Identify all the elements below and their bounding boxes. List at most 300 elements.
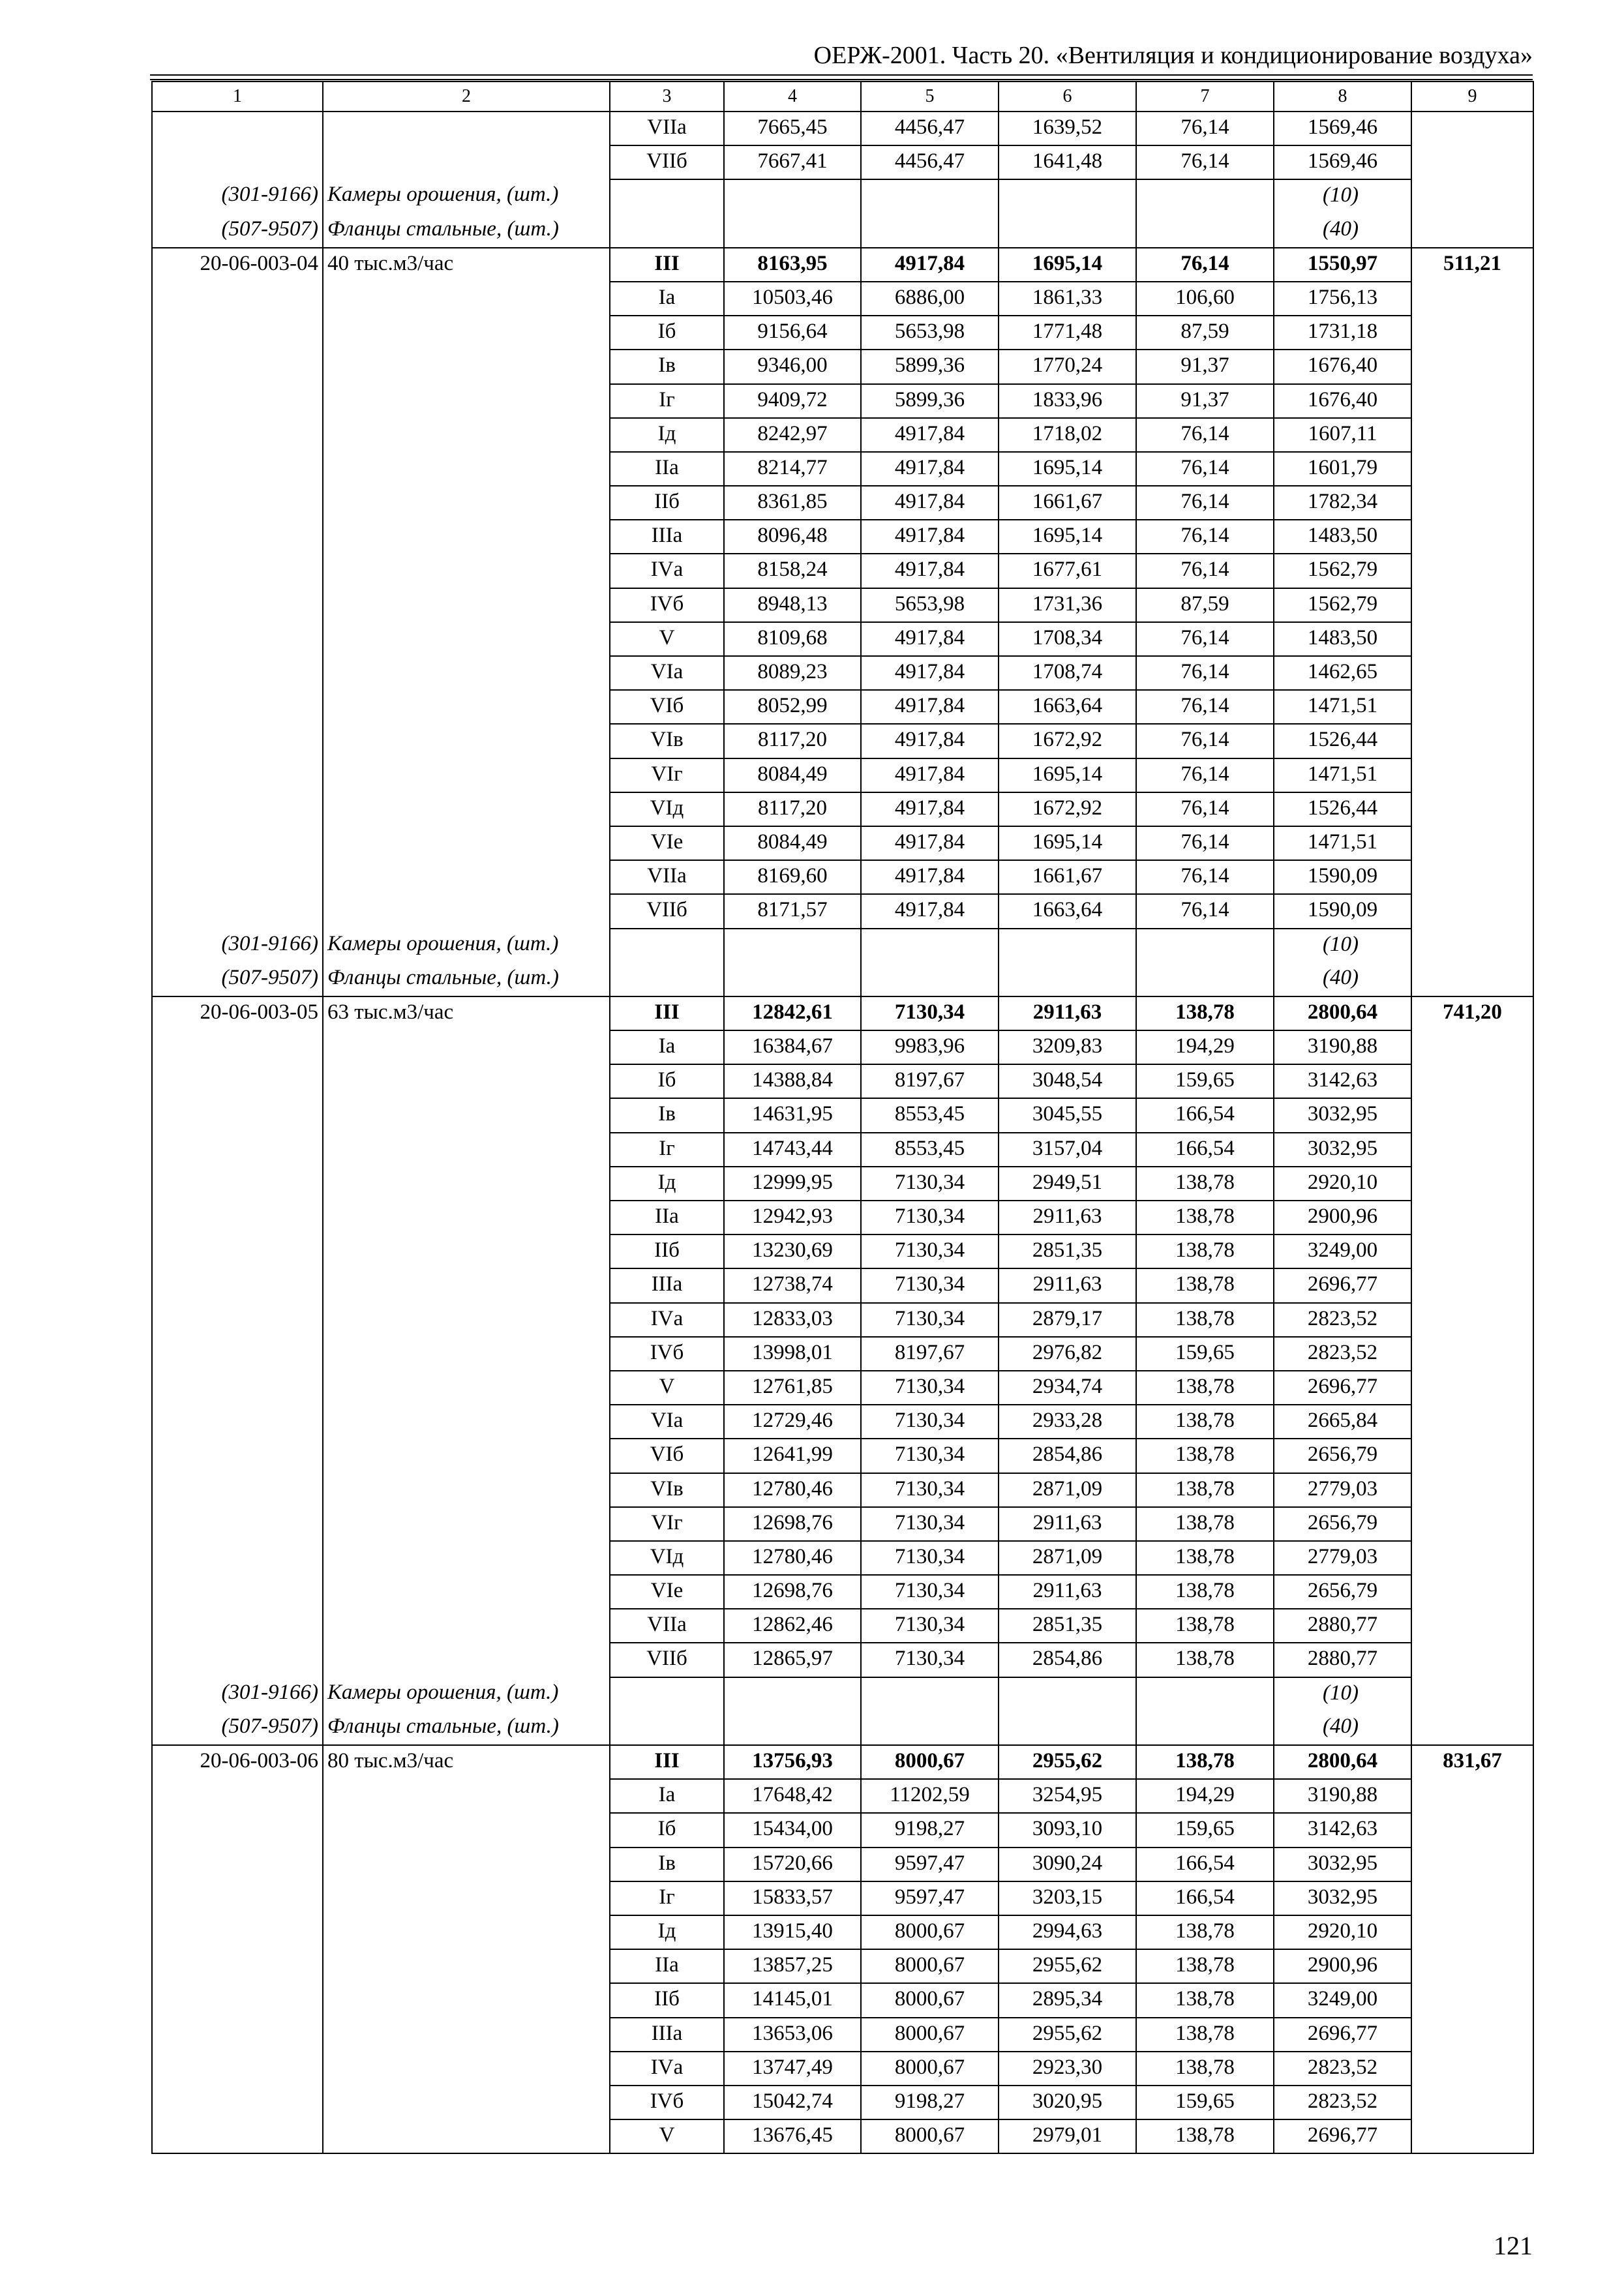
- zone-cell: Iд: [610, 1915, 724, 1949]
- zone-cell: Iб: [610, 316, 724, 350]
- materials-cell: 2823,52: [1274, 1337, 1411, 1371]
- driver-wages-cell: 138,78: [1136, 1268, 1274, 1302]
- machine-cell: 2895,34: [999, 1983, 1136, 2017]
- materials-cell: 2696,77: [1274, 1371, 1411, 1405]
- table-row: [152, 1915, 1533, 1949]
- table-row: [152, 554, 1533, 588]
- column-number-header: 5: [861, 82, 999, 112]
- driver-wages-cell: [1136, 929, 1274, 963]
- zone-cell: [610, 929, 724, 963]
- labor-cell: [1411, 1098, 1533, 1132]
- total-cost-cell: 8117,20: [724, 792, 861, 826]
- materials-cell: 1601,79: [1274, 452, 1411, 486]
- machine-cell: 1663,64: [999, 894, 1136, 928]
- materials-cell: 2779,03: [1274, 1473, 1411, 1507]
- wages-cell: 7130,34: [861, 1473, 999, 1507]
- rate-code-cell: [152, 1371, 323, 1405]
- zone-cell: Iв: [610, 1848, 724, 1881]
- description-cell: [323, 1541, 610, 1575]
- labor-cell: [1411, 1609, 1533, 1643]
- machine-cell: [999, 963, 1136, 996]
- machine-cell: 1833,96: [999, 384, 1136, 418]
- wages-cell: 7130,34: [861, 1167, 999, 1201]
- zone-cell: VIа: [610, 1405, 724, 1439]
- total-cost-cell: 14743,44: [724, 1133, 861, 1167]
- zone-cell: [610, 214, 724, 248]
- zone-cell: IIа: [610, 1949, 724, 1983]
- description-cell: [323, 2086, 610, 2119]
- labor-cell: 741,20: [1411, 996, 1533, 1030]
- materials-cell: 1550,97: [1274, 248, 1411, 282]
- table-row: [152, 1848, 1533, 1881]
- zone-cell: III: [610, 996, 724, 1030]
- description-cell: [323, 1268, 610, 1302]
- zone-cell: Iг: [610, 1881, 724, 1915]
- labor-cell: [1411, 179, 1533, 213]
- labor-cell: [1411, 690, 1533, 724]
- wages-cell: 5653,98: [861, 588, 999, 622]
- machine-cell: [999, 179, 1136, 213]
- labor-cell: [1411, 1848, 1533, 1881]
- zone-cell: VIд: [610, 792, 724, 826]
- total-cost-cell: [724, 179, 861, 213]
- materials-cell: 2823,52: [1274, 2086, 1411, 2119]
- total-cost-cell: 8117,20: [724, 724, 861, 758]
- description-cell: [323, 622, 610, 656]
- labor-cell: [1411, 860, 1533, 894]
- resource-note-row: [152, 179, 1533, 213]
- materials-cell: 1676,40: [1274, 350, 1411, 383]
- labor-cell: [1411, 1371, 1533, 1405]
- materials-cell: 1756,13: [1274, 282, 1411, 316]
- driver-wages-cell: 138,78: [1136, 1609, 1274, 1643]
- machine-cell: 2854,86: [999, 1643, 1136, 1677]
- total-cost-cell: 12698,76: [724, 1507, 861, 1541]
- total-cost-cell: 8084,49: [724, 826, 861, 860]
- total-cost-cell: 12780,46: [724, 1473, 861, 1507]
- wages-cell: 4917,84: [861, 622, 999, 656]
- machine-cell: 1639,52: [999, 112, 1136, 145]
- zone-cell: Iа: [610, 1779, 724, 1813]
- wages-cell: [861, 179, 999, 213]
- materials-cell: 1782,34: [1274, 486, 1411, 520]
- total-cost-cell: 13676,45: [724, 2119, 861, 2153]
- wages-cell: 8000,67: [861, 2052, 999, 2086]
- rate-code-cell: [152, 2018, 323, 2052]
- description-cell: [323, 1133, 610, 1167]
- machine-cell: 2911,63: [999, 1507, 1136, 1541]
- rate-code-cell: [152, 2086, 323, 2119]
- materials-cell: (10): [1274, 1677, 1411, 1711]
- wages-cell: 8000,67: [861, 1745, 999, 1779]
- table-row: [152, 2119, 1533, 2153]
- driver-wages-cell: 76,14: [1136, 758, 1274, 792]
- rate-code-cell: [152, 1133, 323, 1167]
- description-cell: [323, 1303, 610, 1337]
- description-cell: [323, 1983, 610, 2017]
- description-cell: Камеры орошения, (шт.): [323, 179, 610, 213]
- labor-cell: [1411, 1201, 1533, 1234]
- wages-cell: 4917,84: [861, 554, 999, 588]
- wages-cell: [861, 929, 999, 963]
- driver-wages-cell: 76,14: [1136, 418, 1274, 452]
- machine-cell: 2933,28: [999, 1405, 1136, 1439]
- driver-wages-cell: [1136, 963, 1274, 996]
- wages-cell: 7130,34: [861, 1575, 999, 1609]
- column-number-header: 3: [610, 82, 724, 112]
- table-row: [152, 1881, 1533, 1915]
- table-row: [152, 1575, 1533, 1609]
- wages-cell: 4917,84: [861, 894, 999, 928]
- zone-cell: VIв: [610, 1473, 724, 1507]
- total-cost-cell: 9346,00: [724, 350, 861, 383]
- total-cost-cell: 12729,46: [724, 1405, 861, 1439]
- wages-cell: [861, 963, 999, 996]
- materials-cell: 2696,77: [1274, 2018, 1411, 2052]
- labor-cell: [1411, 2052, 1533, 2086]
- table-row: [152, 282, 1533, 316]
- driver-wages-cell: 159,65: [1136, 1337, 1274, 1371]
- table-row: [152, 1643, 1533, 1677]
- materials-cell: 1462,65: [1274, 656, 1411, 690]
- total-cost-cell: 15434,00: [724, 1813, 861, 1847]
- total-cost-cell: 14145,01: [724, 1983, 861, 2017]
- machine-cell: 1718,02: [999, 418, 1136, 452]
- total-cost-cell: 12942,93: [724, 1201, 861, 1234]
- description-cell: [323, 826, 610, 860]
- rate-code-cell: (301-9166): [152, 929, 323, 963]
- description-cell: [323, 1575, 610, 1609]
- rate-code-cell: [152, 554, 323, 588]
- total-cost-cell: 8169,60: [724, 860, 861, 894]
- description-cell: [323, 112, 610, 145]
- table-row: [152, 1167, 1533, 1201]
- wages-cell: 8197,67: [861, 1064, 999, 1098]
- machine-cell: 2871,09: [999, 1541, 1136, 1575]
- driver-wages-cell: 76,14: [1136, 554, 1274, 588]
- driver-wages-cell: 76,14: [1136, 894, 1274, 928]
- driver-wages-cell: 76,14: [1136, 520, 1274, 554]
- labor-cell: 511,21: [1411, 248, 1533, 282]
- driver-wages-cell: [1136, 1677, 1274, 1711]
- wages-cell: 5899,36: [861, 384, 999, 418]
- labor-cell: [1411, 1268, 1533, 1302]
- rate-code-cell: [152, 350, 323, 383]
- zone-cell: IVб: [610, 2086, 724, 2119]
- wages-cell: 9597,47: [861, 1848, 999, 1881]
- rate-code-cell: 20-06-003-05: [152, 996, 323, 1030]
- table-row: [152, 690, 1533, 724]
- machine-cell: [999, 214, 1136, 248]
- zone-cell: VIIб: [610, 145, 724, 179]
- zone-cell: Iд: [610, 418, 724, 452]
- rate-code-cell: [152, 1201, 323, 1234]
- total-cost-cell: [724, 214, 861, 248]
- driver-wages-cell: 91,37: [1136, 384, 1274, 418]
- zone-cell: Iа: [610, 282, 724, 316]
- zone-cell: VIв: [610, 724, 724, 758]
- table-row: [152, 1541, 1533, 1575]
- materials-cell: (10): [1274, 179, 1411, 213]
- rate-code-cell: [152, 486, 323, 520]
- materials-cell: 2656,79: [1274, 1575, 1411, 1609]
- machine-cell: [999, 1711, 1136, 1745]
- table-row: [152, 486, 1533, 520]
- zone-cell: Iд: [610, 1167, 724, 1201]
- wages-cell: 9597,47: [861, 1881, 999, 1915]
- driver-wages-cell: 138,78: [1136, 1405, 1274, 1439]
- total-cost-cell: 13915,40: [724, 1915, 861, 1949]
- wages-cell: 8000,67: [861, 1949, 999, 1983]
- rate-code-cell: [152, 724, 323, 758]
- driver-wages-cell: 76,14: [1136, 248, 1274, 282]
- wages-cell: 4917,84: [861, 486, 999, 520]
- table-row: [152, 350, 1533, 383]
- rate-code-cell: [152, 1779, 323, 1813]
- materials-cell: 3190,88: [1274, 1779, 1411, 1813]
- labor-cell: [1411, 1915, 1533, 1949]
- wages-cell: 4917,84: [861, 452, 999, 486]
- driver-wages-cell: 76,14: [1136, 826, 1274, 860]
- wages-cell: 8553,45: [861, 1098, 999, 1132]
- labor-cell: [1411, 622, 1533, 656]
- table-row: [152, 1337, 1533, 1371]
- rate-code-cell: [152, 452, 323, 486]
- description-cell: [323, 1643, 610, 1677]
- rate-code-cell: (507-9507): [152, 963, 323, 996]
- table-row: [152, 384, 1533, 418]
- driver-wages-cell: [1136, 214, 1274, 248]
- zone-cell: [610, 963, 724, 996]
- materials-cell: (40): [1274, 1711, 1411, 1745]
- description-cell: [323, 724, 610, 758]
- total-cost-cell: 9156,64: [724, 316, 861, 350]
- labor-cell: [1411, 894, 1533, 928]
- table-row: [152, 452, 1533, 486]
- description-cell: [323, 452, 610, 486]
- driver-wages-cell: 138,78: [1136, 1371, 1274, 1405]
- driver-wages-cell: 76,14: [1136, 452, 1274, 486]
- wages-cell: 7130,34: [861, 1201, 999, 1234]
- rate-code-cell: [152, 1030, 323, 1064]
- wages-cell: 4917,84: [861, 520, 999, 554]
- rate-code-cell: (301-9166): [152, 1677, 323, 1711]
- driver-wages-cell: 76,14: [1136, 860, 1274, 894]
- rate-code-cell: [152, 1337, 323, 1371]
- machine-cell: 1695,14: [999, 452, 1136, 486]
- machine-cell: 3254,95: [999, 1779, 1136, 1813]
- machine-cell: 2955,62: [999, 1949, 1136, 1983]
- column-number-header: 2: [323, 82, 610, 112]
- labor-cell: [1411, 1439, 1533, 1473]
- zone-cell: VIг: [610, 758, 724, 792]
- description-cell: [323, 1030, 610, 1064]
- machine-cell: 1708,34: [999, 622, 1136, 656]
- description-cell: [323, 860, 610, 894]
- total-cost-cell: 7665,45: [724, 112, 861, 145]
- driver-wages-cell: 166,54: [1136, 1848, 1274, 1881]
- rate-code-cell: [152, 656, 323, 690]
- description-cell: Фланцы стальные, (шт.): [323, 214, 610, 248]
- total-cost-cell: [724, 929, 861, 963]
- labor-cell: [1411, 1711, 1533, 1745]
- labor-cell: [1411, 316, 1533, 350]
- rate-code-cell: [152, 1915, 323, 1949]
- total-cost-cell: 13998,01: [724, 1337, 861, 1371]
- zone-cell: IIа: [610, 1201, 724, 1234]
- machine-cell: 2854,86: [999, 1439, 1136, 1473]
- driver-wages-cell: 138,78: [1136, 1167, 1274, 1201]
- rate-code-cell: [152, 1439, 323, 1473]
- wages-cell: 4917,84: [861, 690, 999, 724]
- description-cell: [323, 1167, 610, 1201]
- driver-wages-cell: 166,54: [1136, 1098, 1274, 1132]
- rate-code-cell: [152, 860, 323, 894]
- description-cell: [323, 1371, 610, 1405]
- table-row: [152, 622, 1533, 656]
- machine-cell: 3209,83: [999, 1030, 1136, 1064]
- machine-cell: 1641,48: [999, 145, 1136, 179]
- description-cell: [323, 1473, 610, 1507]
- description-cell: [323, 690, 610, 724]
- rate-code-cell: [152, 2052, 323, 2086]
- wages-cell: 4917,84: [861, 758, 999, 792]
- wages-cell: 4456,47: [861, 112, 999, 145]
- machine-cell: 1677,61: [999, 554, 1136, 588]
- materials-cell: 1731,18: [1274, 316, 1411, 350]
- labor-cell: [1411, 282, 1533, 316]
- zone-cell: Iа: [610, 1030, 724, 1064]
- rate-code-cell: [152, 1507, 323, 1541]
- driver-wages-cell: 87,59: [1136, 316, 1274, 350]
- machine-cell: 3093,10: [999, 1813, 1136, 1847]
- total-cost-cell: 8242,97: [724, 418, 861, 452]
- total-cost-cell: 8214,77: [724, 452, 861, 486]
- labor-cell: [1411, 1575, 1533, 1609]
- total-cost-cell: 12761,85: [724, 1371, 861, 1405]
- machine-cell: 2934,74: [999, 1371, 1136, 1405]
- description-cell: [323, 656, 610, 690]
- total-cost-cell: 12862,46: [724, 1609, 861, 1643]
- driver-wages-cell: 76,14: [1136, 112, 1274, 145]
- table-row: [152, 1234, 1533, 1268]
- rate-code-cell: [152, 520, 323, 554]
- total-cost-cell: 8052,99: [724, 690, 861, 724]
- description-cell: [323, 1949, 610, 1983]
- resource-note-row: [152, 963, 1533, 996]
- rate-code-cell: [152, 588, 323, 622]
- materials-cell: 2900,96: [1274, 1201, 1411, 1234]
- driver-wages-cell: 138,78: [1136, 1983, 1274, 2017]
- total-cost-cell: 12842,61: [724, 996, 861, 1030]
- description-cell: [323, 1779, 610, 1813]
- table-row: [152, 860, 1533, 894]
- zone-cell: VIб: [610, 1439, 724, 1473]
- labor-cell: [1411, 350, 1533, 383]
- labor-cell: [1411, 588, 1533, 622]
- description-cell: [323, 1881, 610, 1915]
- header-rule-secondary: [150, 79, 1533, 80]
- machine-cell: 1661,67: [999, 860, 1136, 894]
- materials-cell: 2880,77: [1274, 1643, 1411, 1677]
- total-cost-cell: 8096,48: [724, 520, 861, 554]
- description-cell: [323, 1609, 610, 1643]
- rate-code-cell: [152, 384, 323, 418]
- table-row: [152, 792, 1533, 826]
- wages-cell: 5653,98: [861, 316, 999, 350]
- materials-cell: 3032,95: [1274, 1848, 1411, 1881]
- machine-cell: [999, 1677, 1136, 1711]
- machine-cell: 3048,54: [999, 1064, 1136, 1098]
- total-cost-cell: 14631,95: [724, 1098, 861, 1132]
- description-cell: [323, 384, 610, 418]
- machine-cell: 2879,17: [999, 1303, 1136, 1337]
- machine-cell: 2871,09: [999, 1473, 1136, 1507]
- table-row: [152, 1439, 1533, 1473]
- labor-cell: [1411, 1983, 1533, 2017]
- machine-cell: 3045,55: [999, 1098, 1136, 1132]
- driver-wages-cell: 87,59: [1136, 588, 1274, 622]
- description-cell: [323, 316, 610, 350]
- rate-code-row: [152, 996, 1533, 1030]
- column-number-header: 1: [152, 82, 323, 112]
- total-cost-cell: [724, 963, 861, 996]
- materials-cell: 2920,10: [1274, 1915, 1411, 1949]
- description-cell: [323, 1098, 610, 1132]
- driver-wages-cell: 76,14: [1136, 622, 1274, 656]
- rate-code-cell: [152, 316, 323, 350]
- description-cell: [323, 520, 610, 554]
- labor-cell: [1411, 1405, 1533, 1439]
- driver-wages-cell: 138,78: [1136, 1201, 1274, 1234]
- labor-cell: [1411, 1779, 1533, 1813]
- driver-wages-cell: 138,78: [1136, 2119, 1274, 2153]
- wages-cell: 7130,34: [861, 1541, 999, 1575]
- description-cell: [323, 1064, 610, 1098]
- materials-cell: (10): [1274, 929, 1411, 963]
- wages-cell: 7130,34: [861, 996, 999, 1030]
- wages-cell: 4917,84: [861, 656, 999, 690]
- materials-cell: 2696,77: [1274, 2119, 1411, 2153]
- machine-cell: 1695,14: [999, 758, 1136, 792]
- wages-cell: [861, 1711, 999, 1745]
- rate-code-cell: [152, 1609, 323, 1643]
- wages-cell: 7130,34: [861, 1268, 999, 1302]
- rate-code-cell: [152, 1473, 323, 1507]
- resource-note-row: [152, 929, 1533, 963]
- rates-table: [151, 81, 1534, 2154]
- total-cost-cell: 12833,03: [724, 1303, 861, 1337]
- table-row: [152, 1030, 1533, 1064]
- driver-wages-cell: 138,78: [1136, 2018, 1274, 2052]
- rate-code-cell: [152, 145, 323, 179]
- driver-wages-cell: 76,14: [1136, 792, 1274, 826]
- table-row: [152, 2018, 1533, 2052]
- table-row: [152, 1303, 1533, 1337]
- materials-cell: 1569,46: [1274, 145, 1411, 179]
- machine-cell: 2911,63: [999, 1201, 1136, 1234]
- driver-wages-cell: 138,78: [1136, 1303, 1274, 1337]
- table-row: [152, 2052, 1533, 2086]
- labor-cell: [1411, 1643, 1533, 1677]
- machine-cell: 1695,14: [999, 248, 1136, 282]
- description-cell: [323, 588, 610, 622]
- table-row: [152, 588, 1533, 622]
- driver-wages-cell: 91,37: [1136, 350, 1274, 383]
- rate-code-row: [152, 1745, 1533, 1779]
- driver-wages-cell: 166,54: [1136, 1881, 1274, 1915]
- materials-cell: 3142,63: [1274, 1064, 1411, 1098]
